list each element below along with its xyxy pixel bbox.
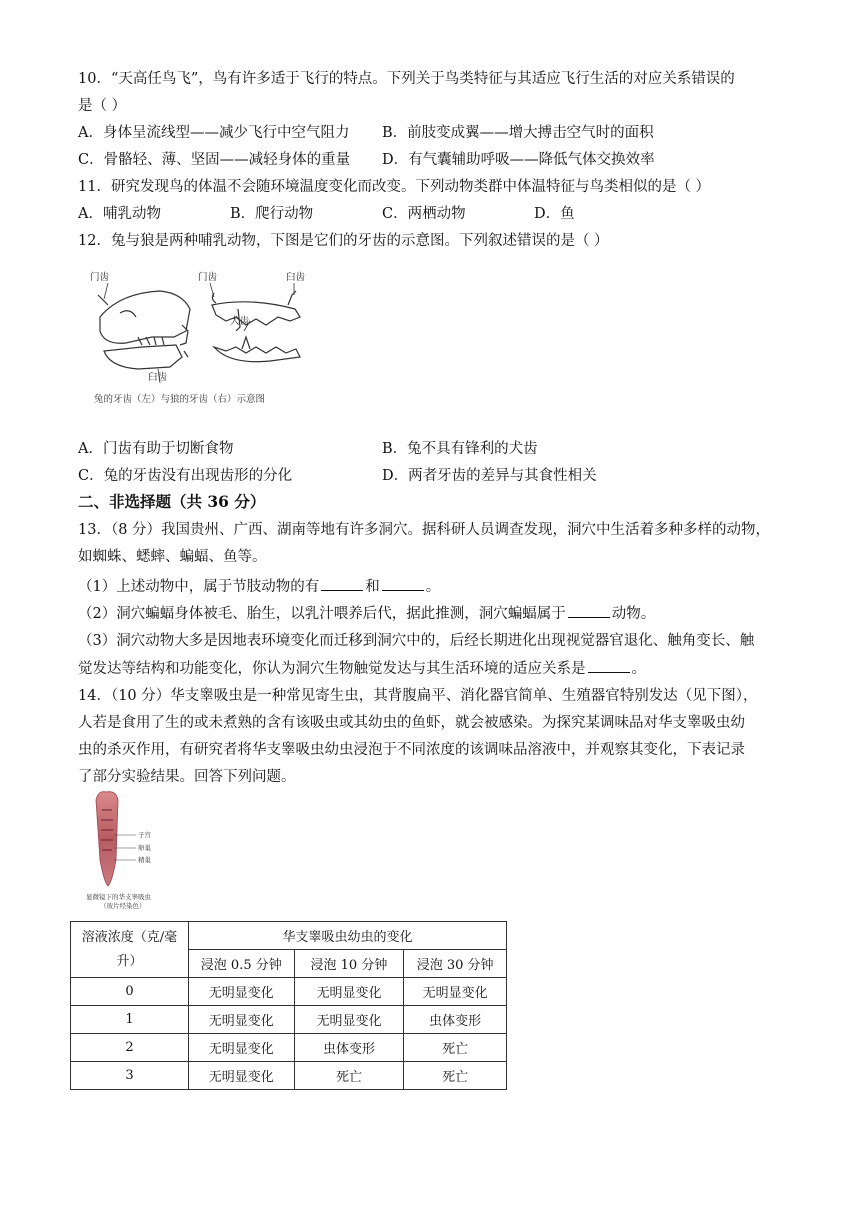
q11-stem: 11．研究发现鸟的体温不会随环境温度变化而改变。下列动物类群中体温特征与鸟类相似的是（ ） — [78, 179, 711, 195]
experiment-table — [70, 921, 507, 1090]
q11-option-b: B．爬行动物 — [230, 206, 314, 222]
rabbit-skull — [98, 291, 190, 369]
table-cell: 死亡 — [294, 1062, 404, 1090]
q12-option-a: A．门齿有助于切断食物 — [78, 441, 234, 457]
table-cell: 无明显变化 — [404, 978, 507, 1006]
q13-part2 — [78, 603, 655, 624]
fluke-caption-1: 显微镜下的华支睾吸虫 — [86, 893, 151, 901]
section-2-title: 二、非选择题（共 36 分） — [78, 492, 266, 511]
q13-part3-text: 觉发达等结构和功能变化，你认为洞穴生物触觉发达与其生活环境的适应关系是 — [78, 661, 586, 677]
q13-part1-text: （1）上述动物中，属于节肢动物的有 — [78, 579, 320, 595]
table-cell: 0 — [71, 978, 189, 1006]
q13-answer-blank-4[interactable] — [588, 658, 630, 673]
q13-part3-line1: （3）洞穴动物大多是因地表环境变化而迁移到洞穴中的，后经长期进化出现视觉器官退化、触角变长、触 — [78, 633, 755, 649]
fig-label-molar-right: 臼齿 — [286, 272, 306, 283]
table-cell: 无明显变化 — [188, 978, 294, 1006]
fluke-label-testis: 精巢 — [138, 856, 151, 864]
q14-stem-line3: 虫的杀灭作用，有研究者将华支睾吸虫幼虫浸泡于不同浓度的该调味品溶液中，并观察其变化，下表记录 — [78, 742, 745, 758]
q10-option-d: D．有气囊辅助呼吸——降低气体交换效率 — [382, 152, 655, 168]
fluke-label-ovary: 卵巢 — [138, 844, 151, 852]
table-cell: 3 — [71, 1062, 189, 1090]
table-header-row-1 — [71, 922, 507, 950]
table-row — [71, 1034, 507, 1062]
table-cell: 2 — [71, 1034, 189, 1062]
q13-answer-blank-2[interactable] — [382, 576, 424, 591]
fig-label-incisor-right: 门齿 — [198, 272, 218, 283]
table-row — [71, 1006, 507, 1034]
table-cell: 无明显变化 — [294, 1006, 404, 1034]
table-row — [71, 1062, 507, 1090]
q13-answer-blank-3[interactable] — [568, 603, 610, 618]
q13-stem-line1: 13．（8 分）我国贵州、广西、湖南等地有许多洞穴。据科研人员调查发现，洞穴中生活着多种多样的动物， — [78, 522, 771, 538]
table-cell: 无明显变化 — [188, 1006, 294, 1034]
table-header-concentration-text: 溶液浓度（克/毫升） — [81, 929, 178, 969]
q13-answer-blank-1[interactable] — [321, 576, 363, 591]
q13-part1-end: 。 — [425, 579, 441, 595]
q10-stem-line2: 是（ ） — [78, 98, 127, 114]
q12-option-c: C．兔的牙齿没有出现齿形的分化 — [78, 468, 293, 484]
q13-stem-line2: 如蜘蛛、蟋蟀、蝙蝠、鱼等。 — [78, 549, 267, 565]
q13-part1 — [78, 576, 440, 597]
fluke-body — [96, 792, 118, 886]
q14-stem-line4: 了部分实验结果。回答下列问题。 — [78, 769, 296, 785]
q13-part3-end: 。 — [631, 661, 646, 677]
fluke-svg — [84, 790, 184, 890]
wolf-skull — [212, 291, 300, 362]
table-header-concentration — [71, 922, 189, 978]
fluke-micrograph — [84, 790, 184, 912]
table-cell: 无明显变化 — [294, 978, 404, 1006]
q10-option-c: C．骨骼轻、薄、坚固——减轻身体的重量 — [78, 152, 351, 168]
fig-label-canine: 犬齿 — [230, 316, 250, 327]
q11-option-a: A．哺乳动物 — [78, 206, 161, 222]
q14-stem-line2: 人若是食用了生的或未煮熟的含有该吸虫或其幼虫的鱼虾，就会被感染。为探究某调味品对华支睾吸虫幼 — [78, 715, 745, 731]
q11-option-d: D．鱼 — [534, 206, 575, 222]
q12-option-d: D．两者牙齿的差异与其食性相关 — [382, 468, 597, 484]
q10-option-a: A．身体呈流线型——减少飞行中空气阻力 — [78, 125, 350, 141]
table-cell: 虫体变形 — [404, 1006, 507, 1034]
table-header-group: 华支睾吸虫幼虫的变化 — [188, 922, 506, 950]
fluke-caption-2: （玻片经染色） — [100, 902, 146, 910]
table-cell: 死亡 — [404, 1034, 507, 1062]
table-subheader-0: 浸泡 0.5 分钟 — [188, 950, 294, 978]
q12-stem: 12．兔与狼是两种哺乳动物，下图是它们的牙齿的示意图。下列叙述错误的是（ ） — [78, 233, 609, 249]
table-cell: 无明显变化 — [188, 1062, 294, 1090]
teeth-diagram — [90, 265, 320, 413]
table-cell: 虫体变形 — [294, 1034, 404, 1062]
table-cell: 无明显变化 — [188, 1034, 294, 1062]
q11-option-c: C．两栖动物 — [382, 206, 466, 222]
q13-part1-and: 和 — [365, 579, 380, 595]
table-row — [71, 978, 507, 1006]
fig-label-incisor-left: 门齿 — [90, 272, 110, 283]
q13-part2-end: 动物。 — [611, 606, 656, 622]
q13-part2-text: （2）洞穴蝙蝠身体被毛、胎生，以乳汁喂养后代，据此推测，洞穴蝙蝠属于 — [78, 606, 566, 622]
q10-stem-line1: 10．“天高任鸟飞”，鸟有许多适于飞行的特点。下列关于鸟类特征与其适应飞行生活的对应关系错误的 — [78, 71, 735, 87]
q13-part3-line2 — [78, 658, 646, 679]
q12-option-b: B．兔不具有锋利的犬齿 — [382, 441, 538, 457]
fig-label-molar-left: 臼齿 — [148, 372, 168, 383]
table-cell: 1 — [71, 1006, 189, 1034]
table-subheader-1: 浸泡 10 分钟 — [294, 950, 404, 978]
fluke-label-uterus: 子宫 — [138, 831, 151, 839]
table-cell: 死亡 — [404, 1062, 507, 1090]
q10-option-b: B．前肢变成翼——增大搏击空气时的面积 — [382, 125, 654, 141]
q14-stem-line1: 14．（10 分）华支睾吸虫是一种常见寄生虫，其背腹扁平、消化器官简单、生殖器官特别发达（见下图）， — [78, 688, 758, 704]
table-subheader-2: 浸泡 30 分钟 — [404, 950, 507, 978]
teeth-diagram-caption: 兔的牙齿（左）与狼的牙齿（右）示意图 — [94, 394, 266, 405]
